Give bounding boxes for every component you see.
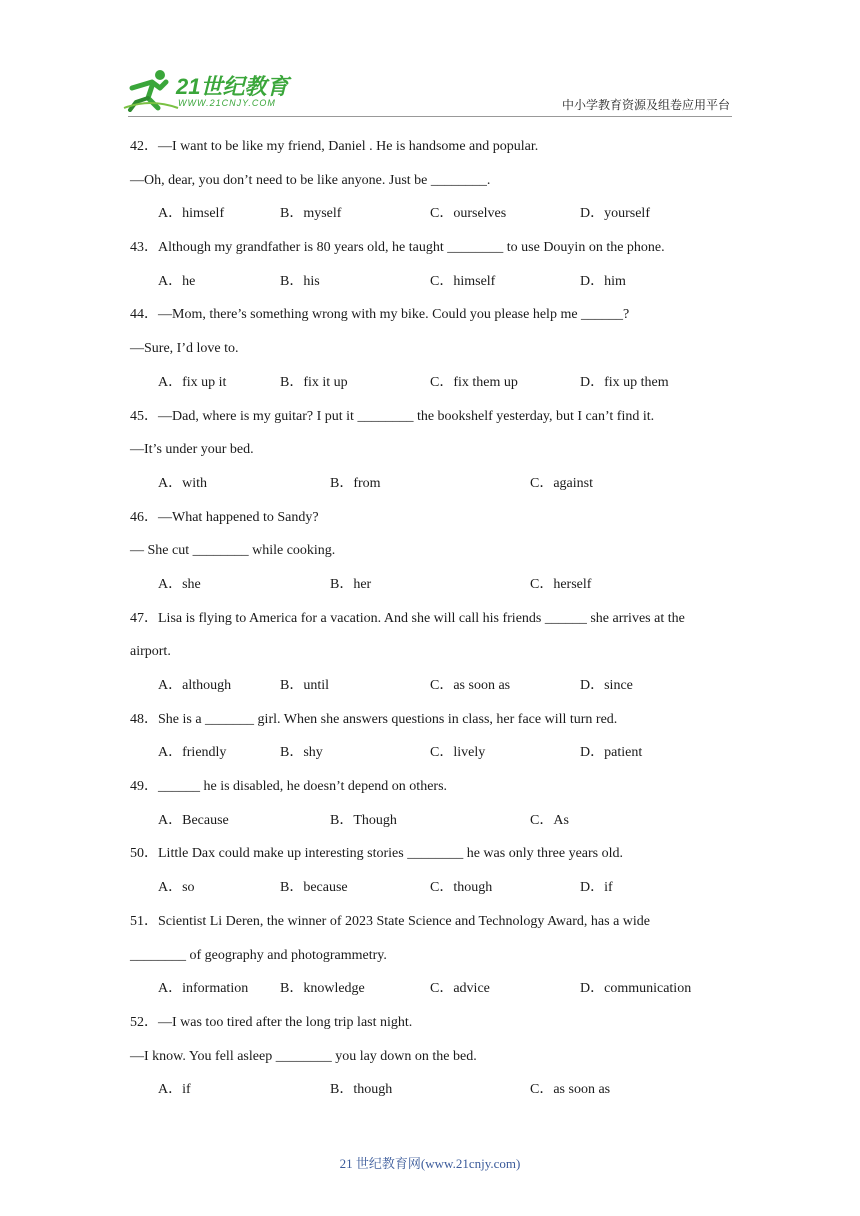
question-block: [130, 298, 735, 399]
answer-option: C．as soon as: [530, 1082, 611, 1098]
question-text: —I know. You fell asleep ________ you lay down on the bed.: [130, 1048, 477, 1064]
options-row: [130, 1073, 735, 1107]
question-block: [130, 1006, 735, 1107]
question-text: 48．She is a _______ girl. When she answers questions in class, her face will turn red.: [130, 711, 618, 727]
question-text: 45．—Dad, where is my guitar? I put it ________ the bookshelf yesterday, but I can’t find it.: [130, 408, 655, 424]
question-block: [130, 837, 735, 904]
question-text: 47．Lisa is flying to America for a vacation. And she will call his friends ______ she arrives at the: [130, 610, 685, 626]
answer-option: D．him: [580, 273, 626, 289]
answer-option: D．communication: [580, 981, 692, 997]
answer-option: B．because: [280, 880, 348, 896]
question-text: —It’s under your bed.: [130, 442, 254, 458]
answer-option: A．Because: [158, 812, 229, 828]
options-row: [130, 972, 735, 1006]
answer-option: B．knowledge: [280, 981, 365, 997]
options-row: [130, 804, 735, 838]
question-block: [130, 501, 735, 602]
answer-option: A．if: [158, 1082, 191, 1098]
question-text: —Sure, I’d love to.: [130, 341, 239, 357]
question-text: 51．Scientist Li Deren, the winner of 2023 State Science and Technology Award, has a wide: [130, 913, 651, 929]
answer-option: A．information: [158, 981, 249, 997]
answer-option: B．myself: [280, 206, 342, 222]
answer-option: C．against: [530, 475, 593, 491]
options-row: [130, 197, 735, 231]
question-text: 50．Little Dax could make up interesting stories ________ he was only three years old.: [130, 846, 624, 862]
answer-option: C．advice: [430, 981, 490, 997]
question-text: 49．______ he is disabled, he doesn’t depend on others.: [130, 779, 448, 795]
answer-option: B．until: [280, 678, 330, 693]
answer-option: A．so: [158, 880, 195, 896]
answer-option: C．ourselves: [430, 206, 507, 222]
answer-option: D．fix up them: [580, 374, 669, 390]
answer-option: A．with: [158, 475, 207, 491]
answer-option: C．As: [530, 812, 569, 828]
question-block: [130, 602, 735, 703]
answer-option: D．patient: [580, 745, 643, 761]
question-block: [130, 231, 735, 298]
question-block: [130, 400, 735, 501]
answer-option: B．shy: [280, 745, 323, 761]
logo-text: 21世纪教育: [176, 74, 289, 99]
page-header: [0, 0, 860, 120]
answer-option: A．friendly: [158, 745, 227, 761]
answer-option: B．her: [330, 576, 372, 592]
answer-option: B．Though: [330, 812, 397, 828]
question-text: ________ of geography and photogrammetry.: [130, 947, 387, 963]
answer-option: B．from: [330, 475, 381, 491]
answer-option: C．as soon as: [430, 678, 511, 693]
question-block: [130, 703, 735, 770]
question-text: 42．—I want to be like my friend, Daniel . He is handsome and popular.: [130, 139, 539, 154]
platform-title: 中小学教育资源及组卷应用平台: [561, 98, 730, 112]
answer-option: A．he: [158, 273, 196, 289]
question-text: 52．—I was too tired after the long trip last night.: [130, 1014, 413, 1030]
answer-option: A．she: [158, 576, 201, 592]
question-text: 44．—Mom, there’s something wrong with my bike. Could you please help me ______?: [130, 307, 630, 323]
answer-option: C．fix them up: [430, 374, 518, 390]
answer-option: B．his: [280, 273, 320, 289]
answer-option: C．himself: [430, 273, 496, 289]
question-text: 46．—What happened to Sandy?: [130, 509, 319, 525]
header-divider: [128, 116, 732, 117]
answer-option: C．though: [430, 880, 493, 896]
options-row: [130, 871, 735, 905]
question-text: — She cut ________ while cooking.: [130, 543, 336, 559]
question-text: airport.: [130, 644, 171, 660]
question-block: [130, 905, 735, 1006]
answer-option: B．fix it up: [280, 374, 348, 390]
answer-option: D．yourself: [580, 206, 650, 222]
options-row: [130, 265, 735, 299]
question-text: 43．Although my grandfather is 80 years old, he taught ________ to use Douyin on the phone.: [130, 240, 665, 256]
answer-option: C．herself: [530, 576, 592, 592]
options-row: [130, 568, 735, 602]
logo-subtext: WWW.21CNJY.COM: [178, 98, 276, 108]
question-list: [130, 130, 735, 1107]
answer-option: D．if: [580, 880, 613, 896]
question-text: —Oh, dear, you don’t need to be like anyone. Just be ________.: [130, 172, 491, 188]
options-row: [130, 366, 735, 400]
answer-option: A．fix up it: [158, 374, 227, 390]
runner-logo-icon: [122, 68, 180, 112]
options-row: [130, 669, 735, 703]
answer-option: D．since: [580, 678, 633, 693]
options-row: [130, 467, 735, 501]
logo: [122, 68, 292, 116]
footer: 21 世纪教育网(www.21cnjy.com): [339, 1156, 521, 1171]
question-block: [130, 130, 735, 231]
answer-option: A．himself: [158, 206, 225, 222]
question-block: [130, 770, 735, 837]
answer-option: A．although: [158, 678, 232, 693]
options-row: [130, 736, 735, 770]
answer-option: C．lively: [430, 745, 486, 761]
answer-option: B．though: [330, 1082, 393, 1098]
